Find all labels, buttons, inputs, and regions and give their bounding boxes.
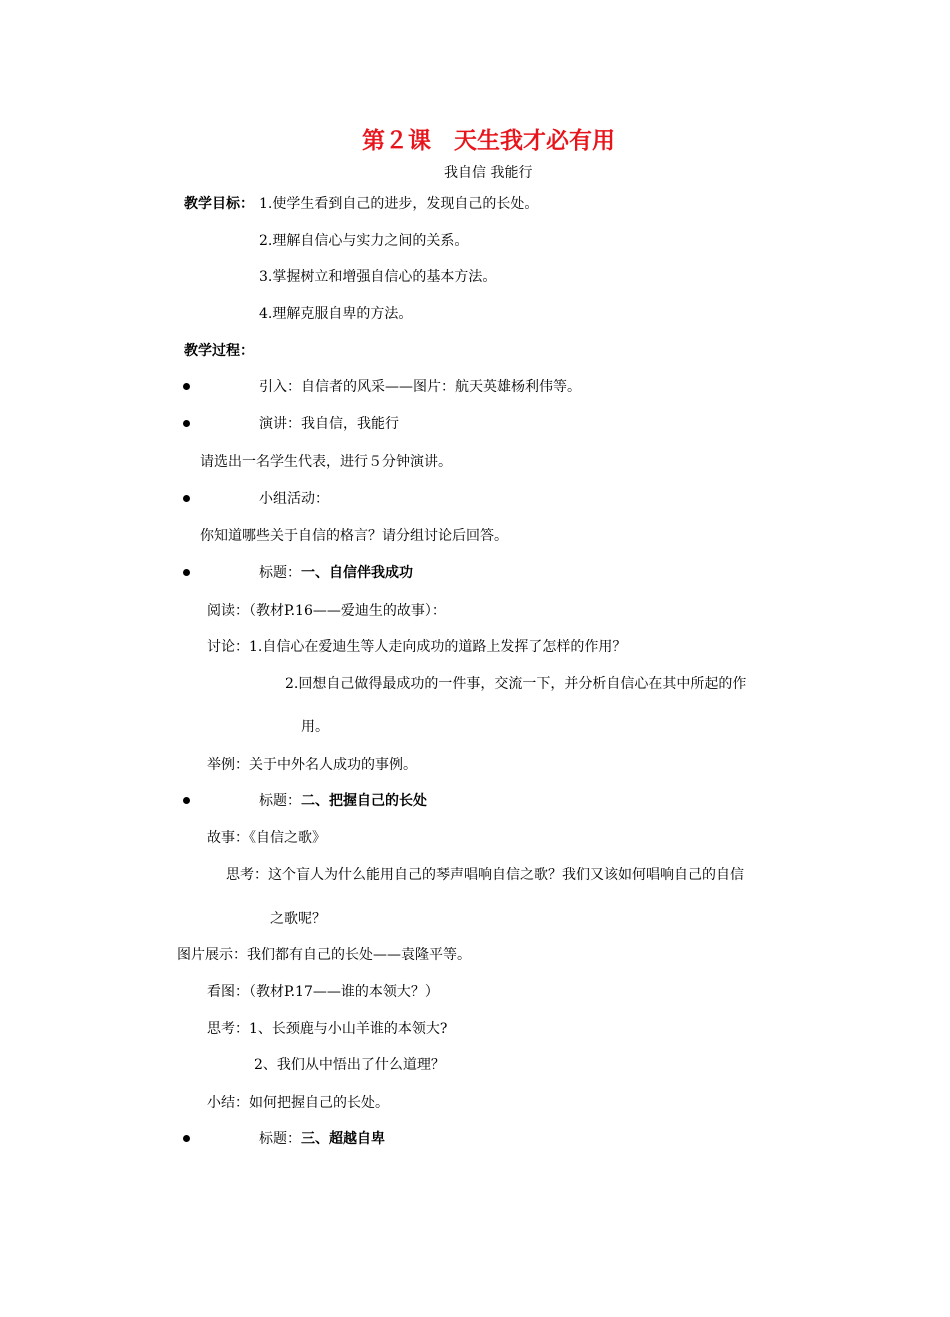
heading-prefix: 标题：	[259, 565, 301, 581]
objective-item: 2.理解自信心与实力之间的关系。	[259, 233, 469, 249]
subtitle: 我自信 我能行	[444, 165, 533, 181]
discussion-line: 2.回想自己做得最成功的一件事，交流一下，并分析自信心在其中所起的作	[285, 676, 747, 692]
look-line: 看图：（教材P.17——谁的本领大？）	[207, 984, 439, 1000]
section-heading	[259, 564, 413, 582]
reading-line: 阅读：（教材P.16——爱迪生的故事）：	[207, 603, 446, 619]
heading-title: 二、把握自己的长处	[301, 793, 427, 809]
summary-line: 小结：如何把握自己的长处。	[207, 1095, 389, 1111]
intro-item: 引入：自信者的风采——图片：航天英雄杨利伟等。	[259, 379, 581, 395]
heading-title: 一、自信伴我成功	[301, 565, 413, 581]
objectives-label: 教学目标：	[184, 196, 254, 212]
group-activity-text: 你知道哪些关于自信的格言？请分组讨论后回答。	[200, 528, 508, 544]
page-title: 第２课 天生我才必有用	[362, 127, 615, 154]
bullet-icon	[183, 383, 190, 390]
bullet-icon	[183, 797, 190, 804]
bullet-icon	[183, 420, 190, 427]
speech-item: 演讲：我自信，我能行	[259, 416, 399, 432]
discussion-line: 用。	[301, 719, 329, 735]
think-line: 2、我们从中悟出了什么道理？	[254, 1057, 445, 1073]
think-line: 之歌呢？	[270, 911, 326, 927]
objective-item: 4.理解克服自卑的方法。	[259, 306, 413, 322]
section-heading	[259, 1130, 385, 1148]
think-line: 思考：这个盲人为什么能用自己的琴声唱响自信之歌？我们又该如何唱响自己的自信	[226, 867, 744, 883]
objective-item: 3.掌握树立和增强自信心的基本方法。	[259, 269, 497, 285]
objective-item: 1.使学生看到自己的进步，发现自己的长处。	[259, 196, 539, 212]
heading-prefix: 标题：	[259, 1131, 301, 1147]
think-line: 思考：1、长颈鹿与小山羊谁的本领大?	[207, 1021, 448, 1037]
group-activity-item: 小组活动：	[259, 491, 329, 507]
bullet-icon	[183, 569, 190, 576]
pictures-line: 图片展示：我们都有自己的长处——袁隆平等。	[177, 947, 471, 963]
bullet-icon	[183, 1135, 190, 1142]
story-line: 故事：《自信之歌》	[207, 830, 326, 846]
speech-text: 请选出一名学生代表，进行５分钟演讲。	[200, 454, 452, 470]
process-label: 教学过程：	[184, 343, 254, 359]
section-heading	[259, 792, 427, 810]
discussion-line: 讨论：1.自信心在爱迪生等人走向成功的道路上发挥了怎样的作用？	[207, 639, 627, 655]
example-line: 举例：关于中外名人成功的事例。	[207, 757, 417, 773]
heading-prefix: 标题：	[259, 793, 301, 809]
heading-title: 三、超越自卑	[301, 1131, 385, 1147]
bullet-icon	[183, 495, 190, 502]
